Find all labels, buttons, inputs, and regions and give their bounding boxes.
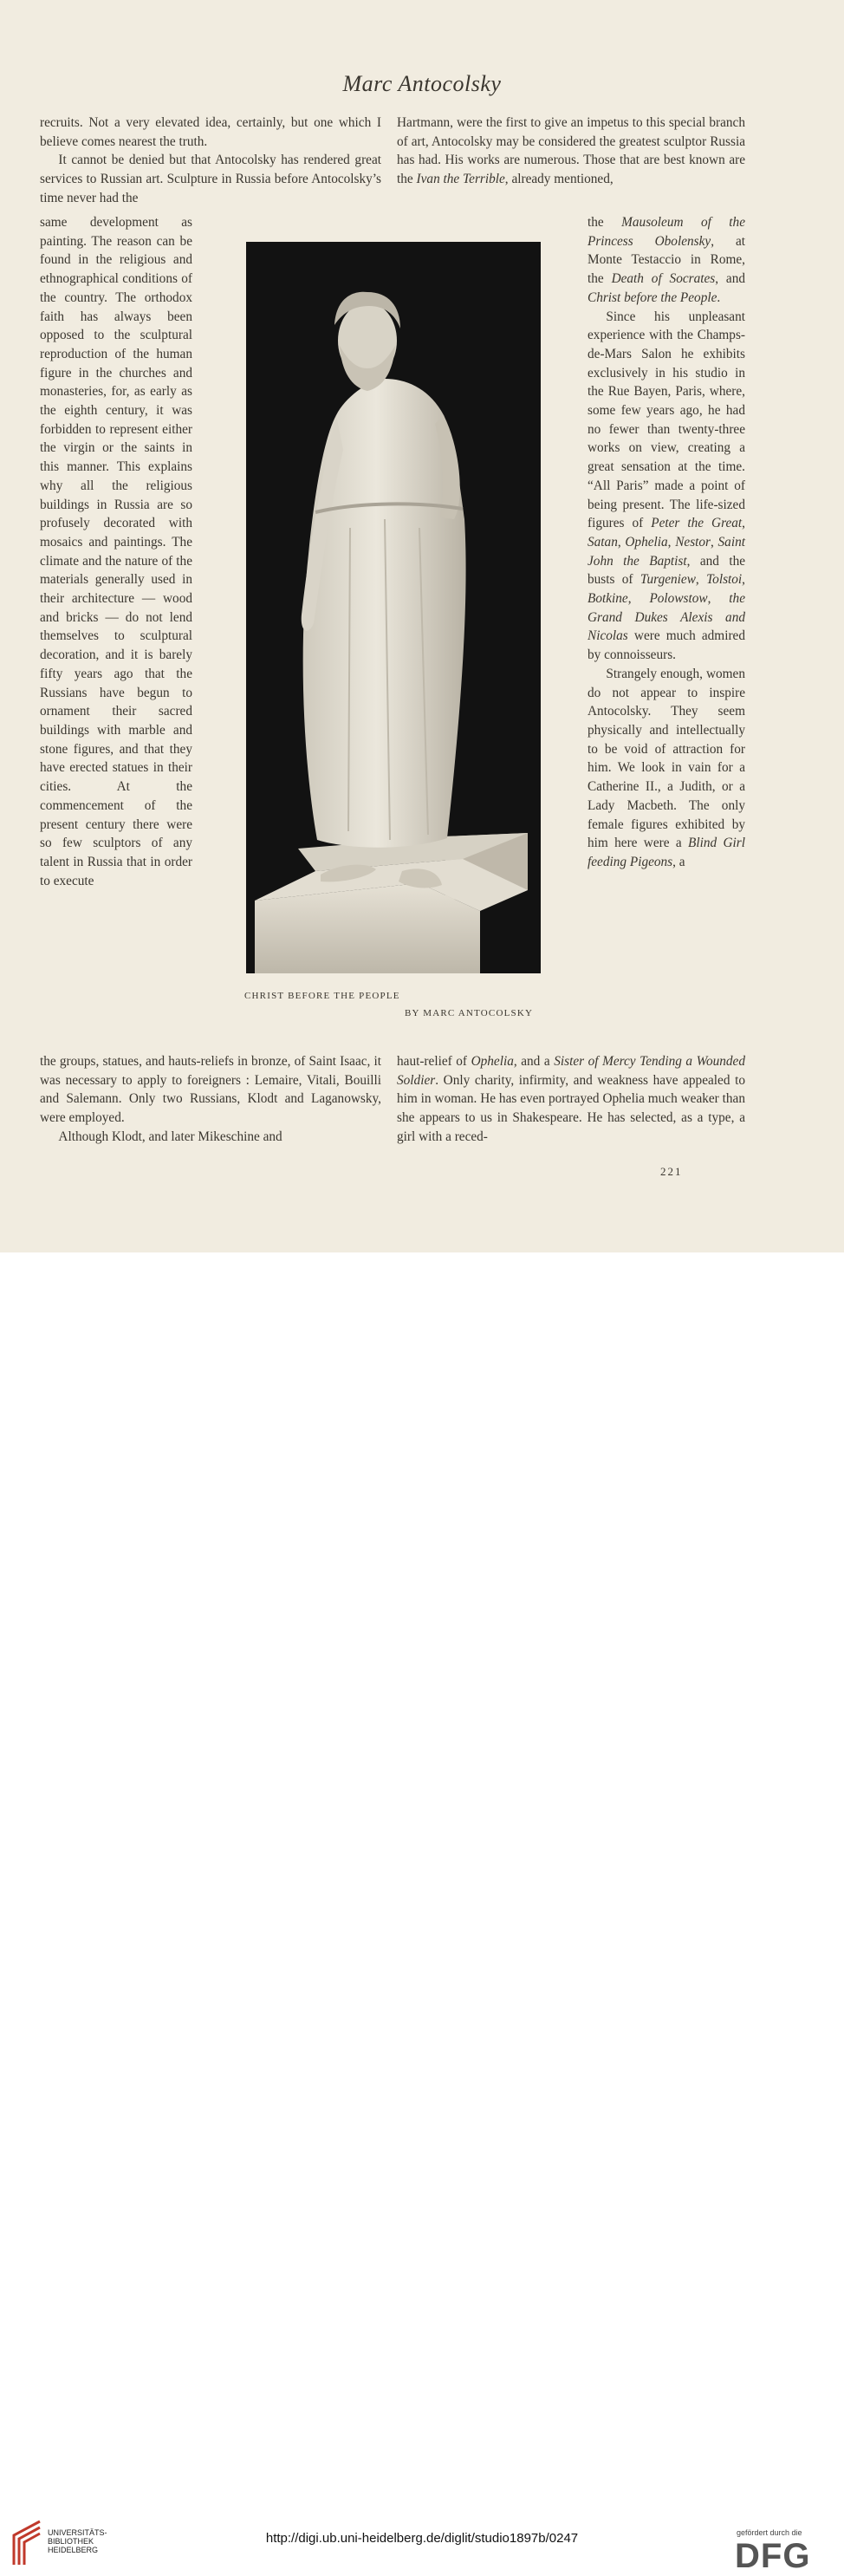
library-line-1: UNIVERSITÄTS-	[48, 2528, 107, 2537]
work-title: the Grand Dukes Alexis and Nicolas	[588, 591, 745, 644]
work-title: Ophelia	[625, 534, 668, 550]
work-title: Satan	[588, 534, 618, 550]
right-column-top	[397, 114, 745, 189]
work-title: Blind Girl feeding Pigeons	[588, 836, 745, 869]
work-title: Turgeniew	[639, 572, 696, 588]
work-title: Botkine	[588, 591, 628, 607]
left-column-bottom	[40, 1052, 381, 1147]
work-title: Peter the Great	[651, 516, 743, 531]
page-title: Marc Antocolsky	[342, 71, 502, 96]
work-title: Tolstoi	[706, 572, 743, 588]
work-title: Mausoleum of the Princess Obolensky	[588, 215, 745, 249]
figure-caption-credit: BY MARC ANTOCOLSKY	[405, 1008, 534, 1018]
left-paragraph-1: recruits. Not a very elevated idea, certainly, but one which I believe comes nearest the truth.	[40, 115, 381, 149]
left-column-narrow	[40, 213, 192, 890]
text-run: the	[588, 215, 604, 230]
text-run: Hartmann, were the first to give an impetus to this special branch of art, Antocolsky may be considered the greatest sculptor Russia has had. His works are numerous. Those that are best known are the	[397, 115, 745, 187]
work-title: Sister of Mercy Tending a Wounded Soldier	[397, 1054, 745, 1088]
right-paragraph-3-bottom	[397, 1052, 745, 1147]
text-run: haut-relief of	[397, 1054, 467, 1069]
left-paragraph-2-narrow: same development as painting. The reason can be found in the religious and ethnographical conditions of the country. The orthodox faith has always been opposed to the sculptural reproduction of the human figure in the churches and monasteries, for, as early as the eighth century, it was forbidden to represent either the virgin or the saints in this manner. This explains why all the religious buildings in Russia are so profusely decorated with mosaics and paintings. The climate and the nature of the materials generally used in their architecture — wood and bricks — do not lend themselves to sculptural decoration, and it is barely fifty years ago that the Russians have begun to ornament their sacred buildings with marble and stone figures, and that they have erected statues in their cities. At the commencement of the present century there were so few sculptors of any talent in Russia that in order to execute	[40, 215, 192, 888]
text-run: , already mentioned,	[504, 172, 614, 187]
text-run: . Only charity, infirmity, and weakness have appealed to him in woman. He has even portrayed Ophelia much weaker than she appears to us in Shakespeare. He has selected, as a type, a girl with a reced-	[397, 1072, 745, 1144]
text-run: were much admired by connoisseurs.	[588, 628, 745, 663]
library-line-3: HEIDELBERG	[48, 2546, 99, 2554]
dfg-logo: DFG	[735, 2537, 811, 2575]
text-run: Strangely enough, women do not appear to inspire Antocolsky. They seem physically and intellectually to be void of attraction for him. We look in vain for a Catherine II., a Judith, or a Lady Macbeth. The only female figures exhibited by him here were a	[588, 666, 745, 851]
left-column-top	[40, 114, 381, 208]
left-paragraph-3: Although Klodt, and later Mikeschine and	[58, 1129, 282, 1144]
right-paragraph-1-top	[397, 114, 745, 189]
text-run: , and a	[513, 1054, 550, 1069]
statue-illustration	[246, 242, 541, 973]
right-paragraph-2: Since his unpleasant experience with the Champs-de-Mars Salon he exhibits exclusively in his studio in the Rue Bayen, Paris, where, some few years ago, he had no fewer than twenty-three works on view, creating a great sensation at the time. “All Paris” made a point of being present. The life-sized figures of Peter the Great, Satan, Ophelia, Nestor, Saint John the Baptist, and the busts of Turgeniew, Tolstoi, Botkine, Polowstow, the Grand Dukes Alexis and Nicolas were much admired by connoisseurs.	[588, 309, 746, 663]
work-title: Christ before the People	[588, 289, 717, 305]
work-title: Death of Socrates	[611, 271, 716, 287]
text-run: , and	[715, 271, 745, 287]
work-title: Polowstow	[649, 591, 708, 607]
right-column-bottom	[397, 1052, 745, 1147]
statue-photograph	[246, 242, 541, 973]
source-url-link[interactable]: http://digi.ub.uni-heidelberg.de/diglit/studio1897b/0247	[265, 2531, 579, 2546]
text-run: Since his unpleasant experience with the Champs-de-Mars Salon he exhibits exclusively in his studio in the Rue Bayen, Paris, where, some few years ago, he had no fewer than twenty-three works on view, creating a great sensation at the time. “All Paris” made a point of being present. The life-sized figures of	[588, 309, 745, 531]
figure-caption-title: CHRIST BEFORE THE PEOPLE	[244, 991, 400, 1001]
page-number: 221	[660, 1165, 683, 1178]
text-run: , at Monte Testaccio in Rome, the	[588, 233, 745, 287]
funding-note: gefördert durch die	[737, 2528, 802, 2537]
right-paragraph-3	[588, 665, 745, 872]
library-line-2: BIBLIOTHEK	[48, 2537, 94, 2546]
scanned-page	[0, 0, 844, 1252]
work-title: Ivan the Terrible	[416, 172, 505, 187]
work-title: Nestor	[675, 534, 711, 550]
left-paragraph-2-bottom: the groups, statues, and hauts-reliefs in bronze, of Saint Isaac, it was necessary to apply to foreigners : Lemaire, Vitali, Bouilli and Salemann. Only two Russians, Klodt and Laganowsky, were employed.	[40, 1054, 381, 1126]
right-column-narrow	[588, 213, 745, 872]
text-run: , a	[672, 854, 685, 869]
right-paragraph-1-narrow	[588, 213, 745, 308]
digitization-footer	[0, 1252, 844, 2575]
text-run: , and the busts of	[588, 553, 746, 588]
work-title: Saint John the Baptist	[588, 534, 745, 569]
work-title: Ophelia	[471, 1054, 514, 1069]
text-run: .	[717, 289, 721, 305]
left-paragraph-2-top: It cannot be denied but that Antocolsky has rendered great services to Russian art. Sculpture in Russia before Antocolsky’s time never had the	[40, 153, 381, 205]
